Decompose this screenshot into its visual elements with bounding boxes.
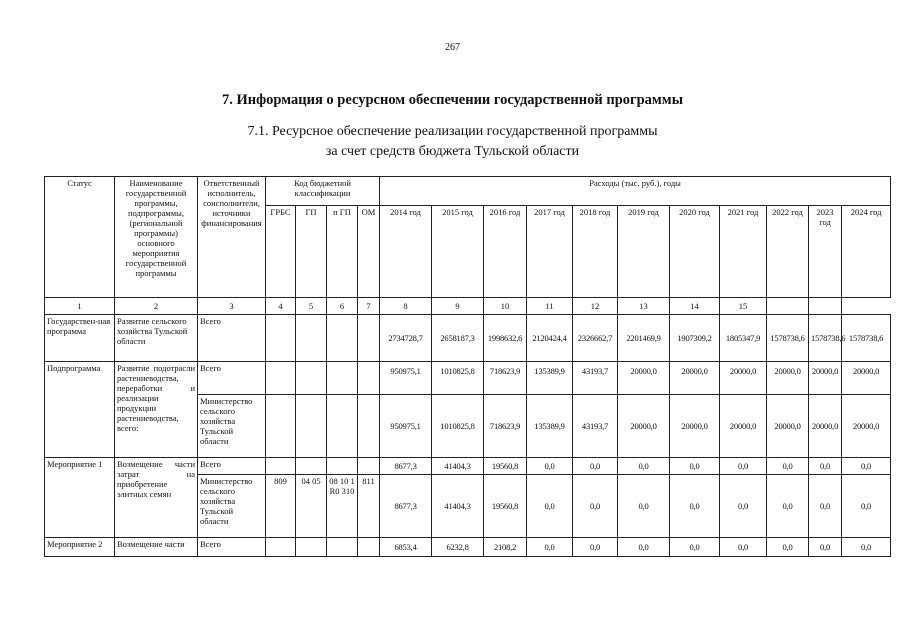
row-status: Государствен-ная программа <box>45 315 115 362</box>
row-pgp <box>327 395 358 458</box>
column-numbers-row <box>45 298 891 315</box>
header-year: 2021 год <box>720 206 767 298</box>
row-value: 0,0 <box>809 538 842 557</box>
row-value: 20000,0 <box>809 395 842 458</box>
header-code-pgp: п ГП <box>327 206 358 298</box>
row-value: 1010825,8 <box>432 395 484 458</box>
row-value: 0,0 <box>618 538 670 557</box>
row-status: Мероприятие 2 <box>45 538 115 557</box>
col-number: 6 <box>327 298 358 315</box>
row-value: 0,0 <box>670 538 720 557</box>
row-value: 0,0 <box>573 458 618 475</box>
row-value: 2658187,3 <box>432 315 484 362</box>
header-year: 2018 год <box>573 206 618 298</box>
row-gp <box>296 315 327 362</box>
subheading-line-1: 7.1. Ресурсное обеспечение реализации государственной программы <box>247 124 658 139</box>
row-pgp <box>327 315 358 362</box>
row-value: 950975,1 <box>380 362 432 395</box>
row-value: 718623,9 <box>484 362 527 395</box>
header-code-gp: ГП <box>296 206 327 298</box>
header-row-1 <box>45 177 891 206</box>
row-value: 1578738,6 <box>809 315 842 362</box>
row-pgp <box>327 362 358 395</box>
row-value: 8677,3 <box>380 475 432 538</box>
row-value: 135389,9 <box>527 362 573 395</box>
col-number: 9 <box>432 298 484 315</box>
row-value: 0,0 <box>842 475 891 538</box>
row-executor: Всего <box>198 538 266 557</box>
row-grbs: 809 <box>266 475 296 538</box>
row-value: 950975,1 <box>380 395 432 458</box>
header-year: 2017 год <box>527 206 573 298</box>
row-om <box>358 362 380 395</box>
row-value: 0,0 <box>842 538 891 557</box>
row-value: 0,0 <box>527 538 573 557</box>
header-year: 2015 год <box>432 206 484 298</box>
row-value: 0,0 <box>618 458 670 475</box>
row-value: 41404,3 <box>432 458 484 475</box>
col-number: 7 <box>358 298 380 315</box>
table-row <box>45 538 891 557</box>
row-om <box>358 538 380 557</box>
row-value: 20000,0 <box>618 362 670 395</box>
header-year: 2023 год <box>809 206 842 298</box>
row-grbs <box>266 538 296 557</box>
row-gp <box>296 395 327 458</box>
col-number: 10 <box>484 298 527 315</box>
row-value: 0,0 <box>670 475 720 538</box>
col-number: 1 <box>45 298 115 315</box>
row-executor: Всего <box>198 315 266 362</box>
header-code-group: Код бюджетной классификации <box>266 177 380 206</box>
row-value: 0,0 <box>809 475 842 538</box>
header-year: 2019 год <box>618 206 670 298</box>
col-number: 15 <box>720 298 767 315</box>
row-value: 1998632,6 <box>484 315 527 362</box>
col-number: 5 <box>296 298 327 315</box>
col-number: 3 <box>198 298 266 315</box>
row-value: 1010825,8 <box>432 362 484 395</box>
row-value: 2120424,4 <box>527 315 573 362</box>
row-om <box>358 458 380 475</box>
row-value: 0,0 <box>573 538 618 557</box>
col-number: 12 <box>573 298 618 315</box>
col-number: 14 <box>670 298 720 315</box>
row-value: 1805347,9 <box>720 315 767 362</box>
row-name: Возмещение части <box>115 538 198 557</box>
row-name: Возмещение части затрат на приобретение элитных семян <box>115 458 198 538</box>
row-gp <box>296 458 327 475</box>
row-value: 0,0 <box>720 538 767 557</box>
row-name: Развитие сельского хозяйства Тульской области <box>115 315 198 362</box>
header-status: Статус <box>45 177 115 298</box>
row-value: 1578738,6 <box>767 315 809 362</box>
header-code-grbs: ГРБС <box>266 206 296 298</box>
row-value: 20000,0 <box>720 362 767 395</box>
row-value: 718623,9 <box>484 395 527 458</box>
row-status: Мероприятие 1 <box>45 458 115 538</box>
row-value: 20000,0 <box>767 362 809 395</box>
row-pgp: 08 10 1 R0 310 <box>327 475 358 538</box>
row-value: 20000,0 <box>809 362 842 395</box>
col-number: 8 <box>380 298 432 315</box>
row-value: 135389,9 <box>527 395 573 458</box>
row-gp: 04 05 <box>296 475 327 538</box>
col-number: 4 <box>266 298 296 315</box>
row-executor: Всего <box>198 362 266 395</box>
row-pgp <box>327 538 358 557</box>
col-number: 11 <box>527 298 573 315</box>
header-name: Наименование государственной программы, подпрограммы, (региональной программы) основного мероприятия государственной программы <box>115 177 198 298</box>
col-number <box>767 298 809 315</box>
row-grbs <box>266 315 296 362</box>
row-value: 20000,0 <box>670 362 720 395</box>
row-om <box>358 315 380 362</box>
col-number: 2 <box>115 298 198 315</box>
row-value: 0,0 <box>809 458 842 475</box>
row-value: 20000,0 <box>842 362 891 395</box>
row-value: 0,0 <box>767 475 809 538</box>
row-gp <box>296 362 327 395</box>
row-value: 0,0 <box>720 458 767 475</box>
header-year: 2020 год <box>670 206 720 298</box>
row-value: 20000,0 <box>670 395 720 458</box>
row-status: Подпрограмма <box>45 362 115 458</box>
row-value: 2734728,7 <box>380 315 432 362</box>
row-pgp <box>327 458 358 475</box>
row-value: 0,0 <box>767 538 809 557</box>
header-executor: Ответственный исполнитель, соисполнители, источники финансирования <box>198 177 266 298</box>
subheading-line-2: за счет средств бюджета Тульской области <box>325 144 580 159</box>
row-om <box>358 395 380 458</box>
header-year: 2014 год <box>380 206 432 298</box>
row-grbs <box>266 458 296 475</box>
page-number: 267 <box>445 42 460 53</box>
row-value: 0,0 <box>618 475 670 538</box>
row-value: 43193,7 <box>573 395 618 458</box>
table-row <box>45 458 891 475</box>
row-value: 20000,0 <box>842 395 891 458</box>
row-value: 0,0 <box>527 475 573 538</box>
table-row <box>45 362 891 395</box>
row-value: 0,0 <box>720 475 767 538</box>
row-value: 1578738,6 <box>842 315 891 362</box>
resource-table <box>44 176 891 557</box>
col-number <box>809 298 842 315</box>
row-name: Развитие подотрасли растениеводства, переработки и реализации продукции растениеводства, всего: <box>115 362 198 458</box>
row-value: 0,0 <box>670 458 720 475</box>
row-value: 0,0 <box>573 475 618 538</box>
table-row <box>45 315 891 362</box>
row-executor: Министерство сельского хозяйства Тульской области <box>198 475 266 538</box>
row-value: 0,0 <box>842 458 891 475</box>
row-value: 20000,0 <box>767 395 809 458</box>
header-code-om: ОМ <box>358 206 380 298</box>
row-value: 43193,7 <box>573 362 618 395</box>
col-number: 13 <box>618 298 670 315</box>
row-value: 2326662,7 <box>573 315 618 362</box>
row-value: 20000,0 <box>720 395 767 458</box>
row-value: 41404,3 <box>432 475 484 538</box>
section-heading: 7. Информация о ресурсном обеспечении государственной программы <box>221 92 684 108</box>
header-year: 2022 год <box>767 206 809 298</box>
row-value: 0,0 <box>527 458 573 475</box>
row-grbs <box>266 395 296 458</box>
row-value: 2201469,9 <box>618 315 670 362</box>
header-year: 2016 год <box>484 206 527 298</box>
row-executor: Министерство сельского хозяйства Тульской области <box>198 395 266 458</box>
row-value: 20000,0 <box>618 395 670 458</box>
row-value: 6232,8 <box>432 538 484 557</box>
row-value: 19560,8 <box>484 458 527 475</box>
row-value: 8677,3 <box>380 458 432 475</box>
row-value: 19560,8 <box>484 475 527 538</box>
row-value: 2108,2 <box>484 538 527 557</box>
row-executor: Всего <box>198 458 266 475</box>
row-gp <box>296 538 327 557</box>
header-expenses-group: Расходы (тыс. руб.), годы <box>380 177 891 206</box>
row-value: 0,0 <box>767 458 809 475</box>
row-om: 811 <box>358 475 380 538</box>
header-year: 2024 год <box>842 206 891 298</box>
row-value: 1907309,2 <box>670 315 720 362</box>
section-subheading <box>0 122 905 162</box>
row-grbs <box>266 362 296 395</box>
row-value: 6853,4 <box>380 538 432 557</box>
